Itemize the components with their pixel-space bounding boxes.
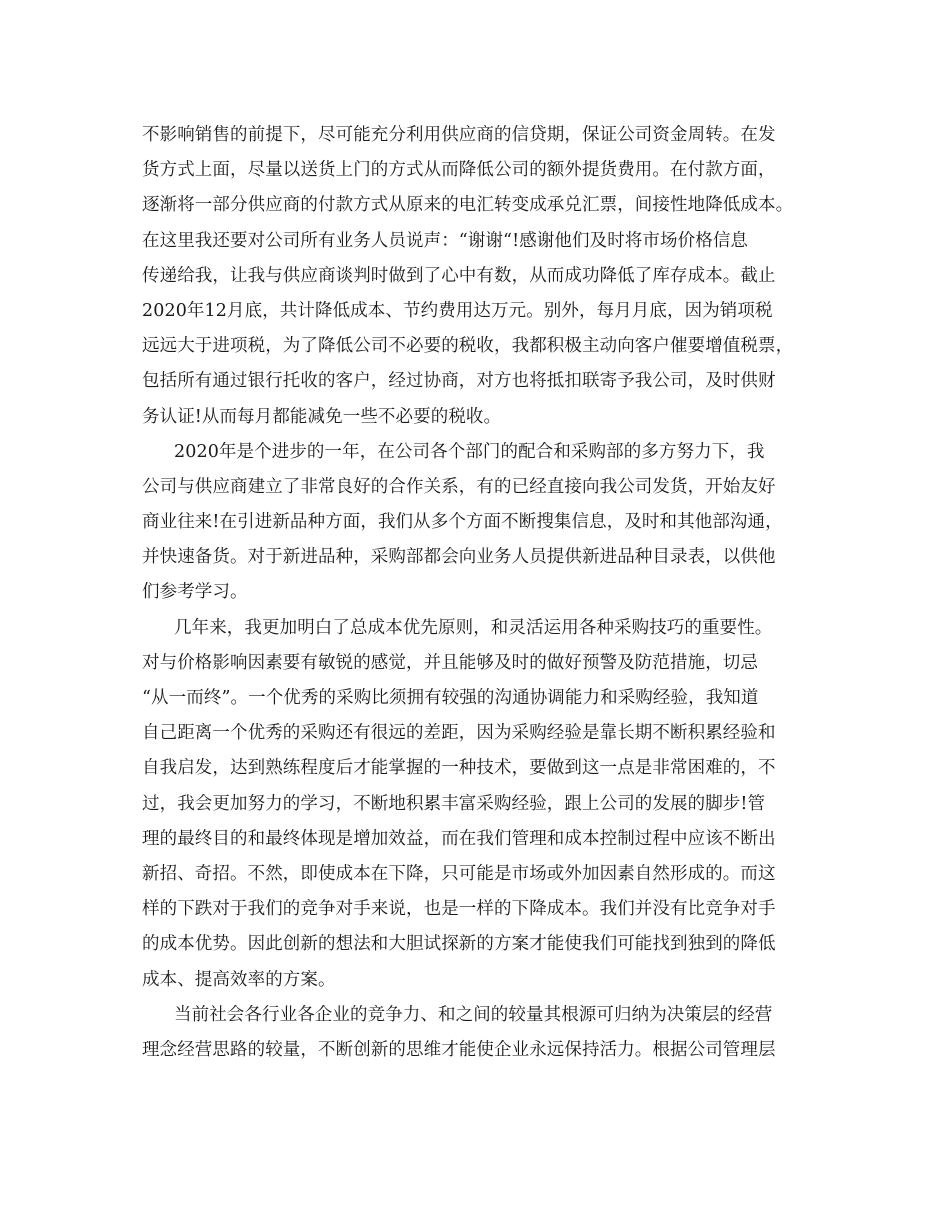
text-line: 自我启发，达到熟练程度后才能掌握的一种技术，要做到这一点是非常困难的，不: [142, 758, 776, 779]
text-line: 逐渐将一部分供应商的付款方式从原来的电汇转变成承兑汇票，间接性地降低成本。: [142, 195, 794, 216]
text-line: 新招、奇招。不然，即使成本在下降，只可能是市场或外加因素自然形成的。而这: [142, 863, 776, 884]
document-body: [142, 118, 822, 1068]
text-line: 商业往来!在引进新品种方面，我们从多个方面不断搜集信息，及时和其他部沟通，: [142, 512, 783, 533]
text-line: 自己距离一个优秀的采购还有很远的差距，因为采购经验是靠长期不断积累经验和: [142, 723, 776, 744]
text-line: 货方式上面，尽量以送货上门的方式从而降低公司的额外提货费用。在付款方面，: [142, 160, 776, 181]
text-line: 样的下跌对于我们的竞争对手来说，也是一样的下降成本。我们并没有比竞争对手: [142, 899, 776, 920]
text-line: 不影响销售的前提下，尽可能充分利用供应商的信贷期，保证公司资金周转。在发: [142, 125, 776, 145]
text-line: 对与价格影响因素要有敏锐的感觉，并且能够及时的做好预警及防范措施，切忌: [142, 652, 758, 673]
text-line: 过，我会更加努力的学习，不断地积累丰富采购经验，跟上公司的发展的脚步!管: [142, 793, 766, 814]
text-line: 在这里我还要对公司所有业务人员说声：“谢谢“!感谢他们及时将市场价格信息: [142, 230, 749, 251]
text-line: “从一而终”。一个优秀的采购比须拥有较强的沟通协调能力和采购经验，我知道: [142, 688, 759, 708]
text-line: 包括所有通过银行托收的客户，经过协商，对方也将抵扣联寄予我公司，及时供财: [142, 371, 776, 392]
text-line: 的成本优势。因此创新的想法和大胆试探新的方案才能使我们可能找到独到的降低: [142, 934, 776, 955]
text-line: 理念经营思路的较量，不断创新的思维才能使企业永远保持活力。根据公司管理层: [142, 1039, 776, 1060]
text-line: 并快速备货。对于新进品种，采购部都会向业务人员提供新进品种目录表，以供他: [142, 547, 776, 568]
text-line: 务认证!从而每月都能减免一些不必要的税收。: [142, 406, 502, 427]
text-line: 理的最终目的和最终体现是增加效益，而在我们管理和成本控制过程中应该不断出: [142, 828, 776, 849]
paragraph-first-line: 2020年是个进步的一年，在公司各个部门的配合和采购部的多方努力下，我: [174, 441, 765, 462]
paragraph-first-line: 当前社会各行业各企业的竞争力、和之间的较量其根源可归纳为决策层的经营: [174, 1004, 773, 1025]
text-line: 远远大于进项税，为了降低公司不必要的税收，我都积极主动向客户催要增值税票，: [142, 336, 794, 357]
paragraph-first-line: 几年来，我更加明白了总成本优先原则，和灵活运用各种采购技巧的重要性。: [174, 617, 773, 638]
text-line: 成本、提高效率的方案。: [142, 969, 336, 990]
text-line: 传递给我，让我与供应商谈判时做到了心中有数，从而成功降低了库存成本。截止: [142, 265, 776, 286]
text-line: 2020年12月底，共计降低成本、节约费用达万元。别外，每月月底，因为销项税: [142, 300, 773, 321]
text-line: 公司与供应商建立了非常良好的合作关系，有的已经直接向我公司发货，开始友好: [142, 476, 776, 497]
text-line: 们参考学习。: [142, 582, 248, 603]
